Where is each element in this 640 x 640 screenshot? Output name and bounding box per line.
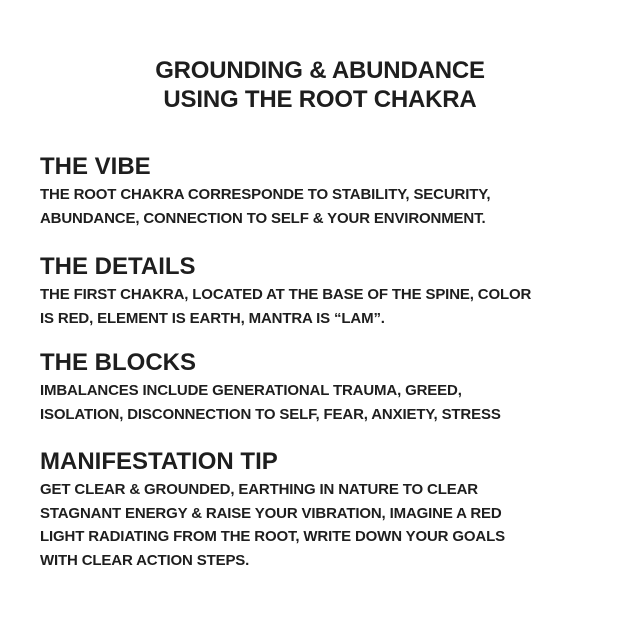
body-line: WITH CLEAR ACTION STEPS. bbox=[40, 551, 250, 569]
body-line: STAGNANT ENERGY & RAISE YOUR VIBRATION, IMAGINE A RED bbox=[40, 504, 502, 522]
body-line: THE ROOT CHAKRA CORRESPONDE TO STABILITY, SECURITY, bbox=[40, 186, 491, 203]
section-the-blocks bbox=[40, 349, 620, 426]
body-line: LIGHT RADIATING FROM THE ROOT, WRITE DOWN YOUR GOALS bbox=[40, 528, 505, 545]
section-the-details bbox=[40, 253, 620, 330]
body-line: IS RED, ELEMENT IS EARTH, MANTRA IS “LAM”. bbox=[40, 309, 385, 327]
body-line: IMBALANCES INCLUDE GENERATIONAL TRAUMA, GREED, bbox=[40, 382, 462, 399]
section-heading: THE DETAILS bbox=[40, 253, 196, 280]
title-line-2: USING THE ROOT CHAKRA bbox=[163, 86, 477, 113]
body-line: ISOLATION, DISCONNECTION TO SELF, FEAR, ANXIETY, STRESS bbox=[40, 405, 501, 423]
body-line: ABUNDANCE, CONNECTION TO SELF & YOUR ENVIRONMENT. bbox=[40, 209, 486, 227]
title-line-1: GROUNDING & ABUNDANCE bbox=[155, 57, 485, 84]
section-heading: MANIFESTATION TIP bbox=[40, 448, 278, 475]
body-line: THE FIRST CHAKRA, LOCATED AT THE BASE OF THE SPINE, COLOR bbox=[40, 286, 532, 303]
section-heading: THE BLOCKS bbox=[40, 349, 196, 376]
section-manifestation-tip bbox=[40, 448, 620, 572]
section-heading: THE VIBE bbox=[40, 153, 151, 180]
body-line: GET CLEAR & GROUNDED, EARTHING IN NATURE TO CLEAR bbox=[40, 481, 478, 498]
section-the-vibe bbox=[40, 153, 620, 230]
page-title bbox=[0, 56, 640, 114]
